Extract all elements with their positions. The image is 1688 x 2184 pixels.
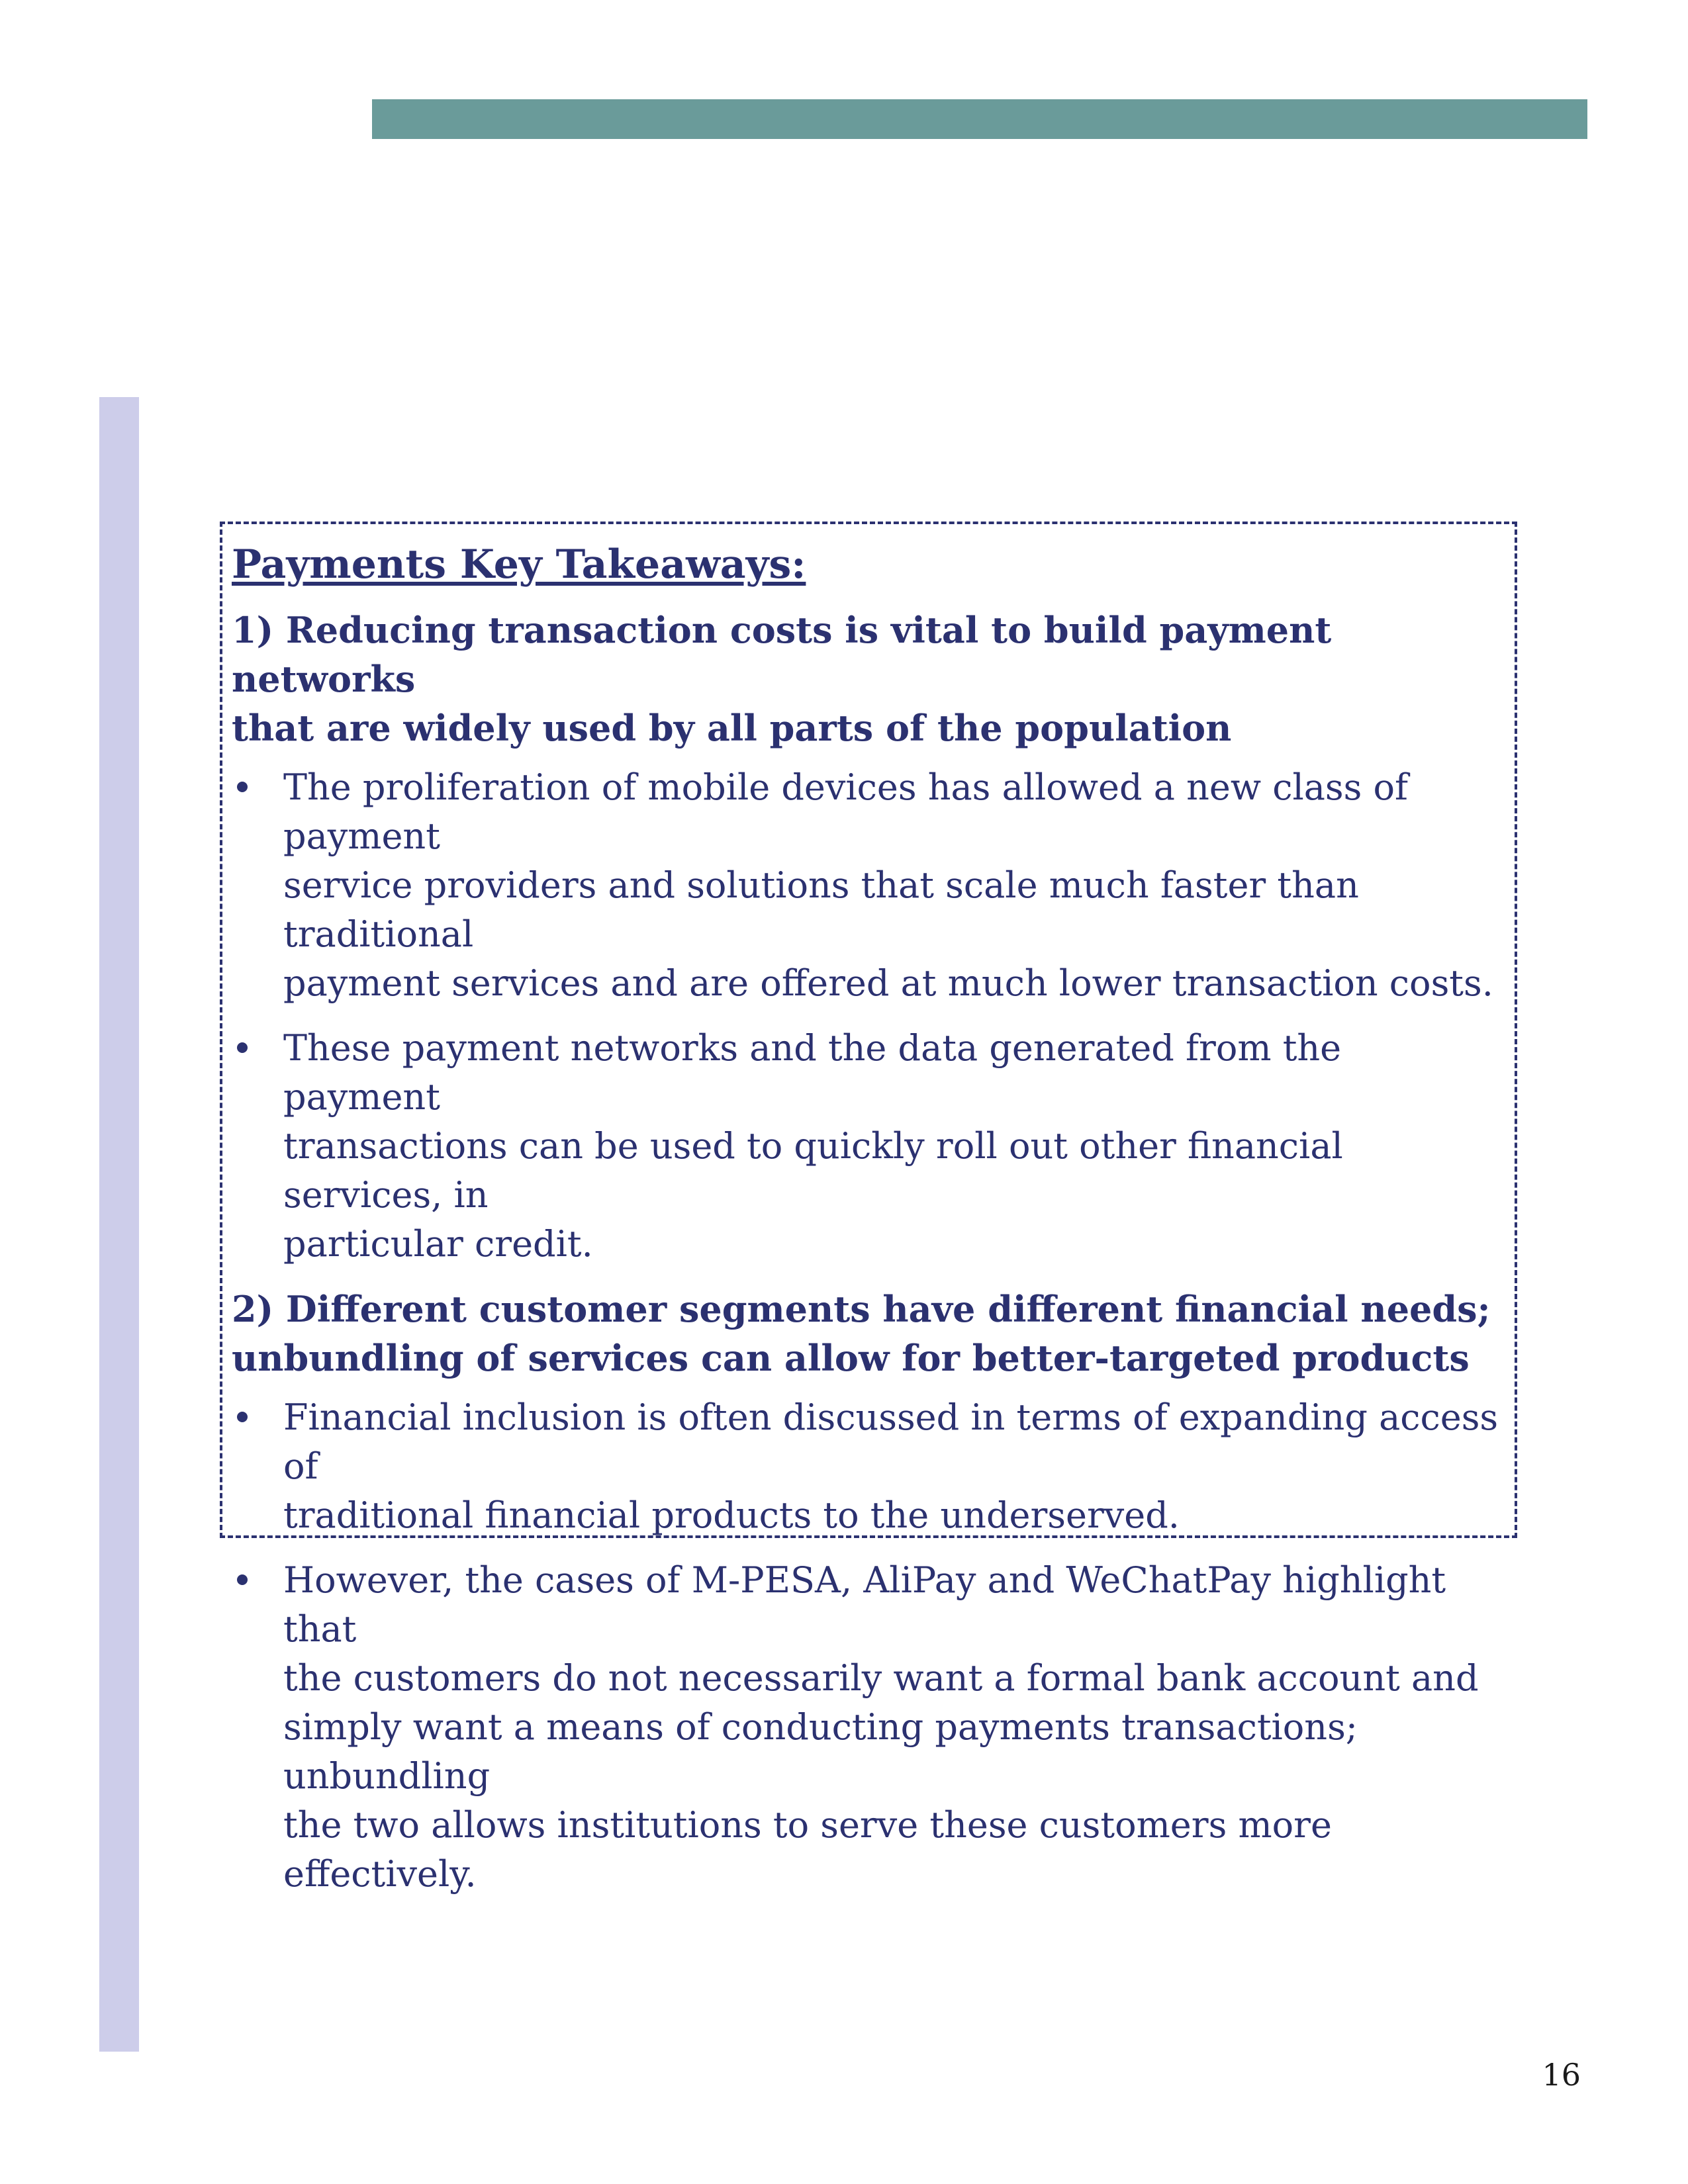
bullet-text: However, the cases of M-PESA, AliPay and WeChatPay highlight that the customers do not necessarily want a formal bank account and simply want a means of conducting payments transactions; unbundling the two allows institutions to serve these customers more effectively. [283, 1559, 1479, 1895]
bullet-text: Financial inclusion is often discussed in terms of expanding access of traditional financial products to the underserved. [283, 1396, 1499, 1536]
list-item [232, 1024, 1499, 1269]
section-heading-2: 2) Different customer segments have different financial needs; unbundling of services can allow for better-targeted products [232, 1288, 1491, 1379]
bullet-icon [237, 1412, 248, 1422]
header-accent-bar [372, 99, 1587, 139]
bullet-text: The proliferation of mobile devices has allowed a new class of payment service providers and solutions that scale much faster than traditional payment services and are offered at much lower transaction costs. [283, 766, 1493, 1004]
key-takeaways-box [220, 522, 1517, 1895]
box-title: Payments Key Takeaways: [232, 541, 806, 588]
list-item [232, 1556, 1499, 1899]
page-number: 16 [1542, 2057, 1581, 2093]
section-heading-1: 1) Reducing transaction costs is vital to build payment networks that are widely used by all parts of the population [232, 609, 1332, 749]
bullet-list-2 [232, 1393, 1499, 1899]
list-item [232, 763, 1499, 1008]
bullet-icon [237, 1574, 248, 1585]
list-item [232, 1393, 1499, 1540]
bullet-text: These payment networks and the data generated from the payment transactions can be used to quickly roll out other financial services, in particular credit. [283, 1027, 1343, 1265]
side-accent-bar [99, 397, 139, 2052]
bullet-list-1 [232, 763, 1499, 1269]
bullet-icon [237, 1042, 248, 1053]
bullet-icon [237, 782, 248, 792]
